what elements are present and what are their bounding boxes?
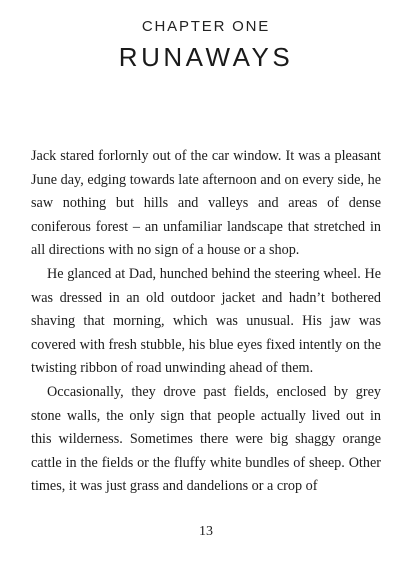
page-number: 13 [199, 524, 213, 539]
chapter-body [31, 145, 381, 499]
chapter-title: RUNAWAYS [118, 42, 294, 72]
paragraph: Occasionally, they drove past fields, enclosed by grey stone walls, the only sign that people actually lived out in this wilderness. Sometimes there were big shaggy orange cattle in the fields or the fluffy white bundles of sheep. Other times, it was just grass and dandelions or a crop of [31, 383, 381, 495]
paragraph: Jack stared forlornly out of the car window. It was a pleasant June day, edging towards late afternoon and on every side, he saw nothing but hills and valleys and areas of dense coniferous forest – an unfamiliar landscape that stretched in all directions with no sign of a house or a shop. [31, 148, 381, 259]
paragraph: He glanced at Dad, hunched behind the steering wheel. He was dressed in an old outdoor jacket and hadn’t bothered shaving that morning, which was unusual. His jaw was covered with fresh stubble, his blue eyes fixed intently on the twisting ribbon of road unwinding ahead of them. [31, 265, 381, 377]
chapter-label: CHAPTER ONE [141, 18, 271, 35]
